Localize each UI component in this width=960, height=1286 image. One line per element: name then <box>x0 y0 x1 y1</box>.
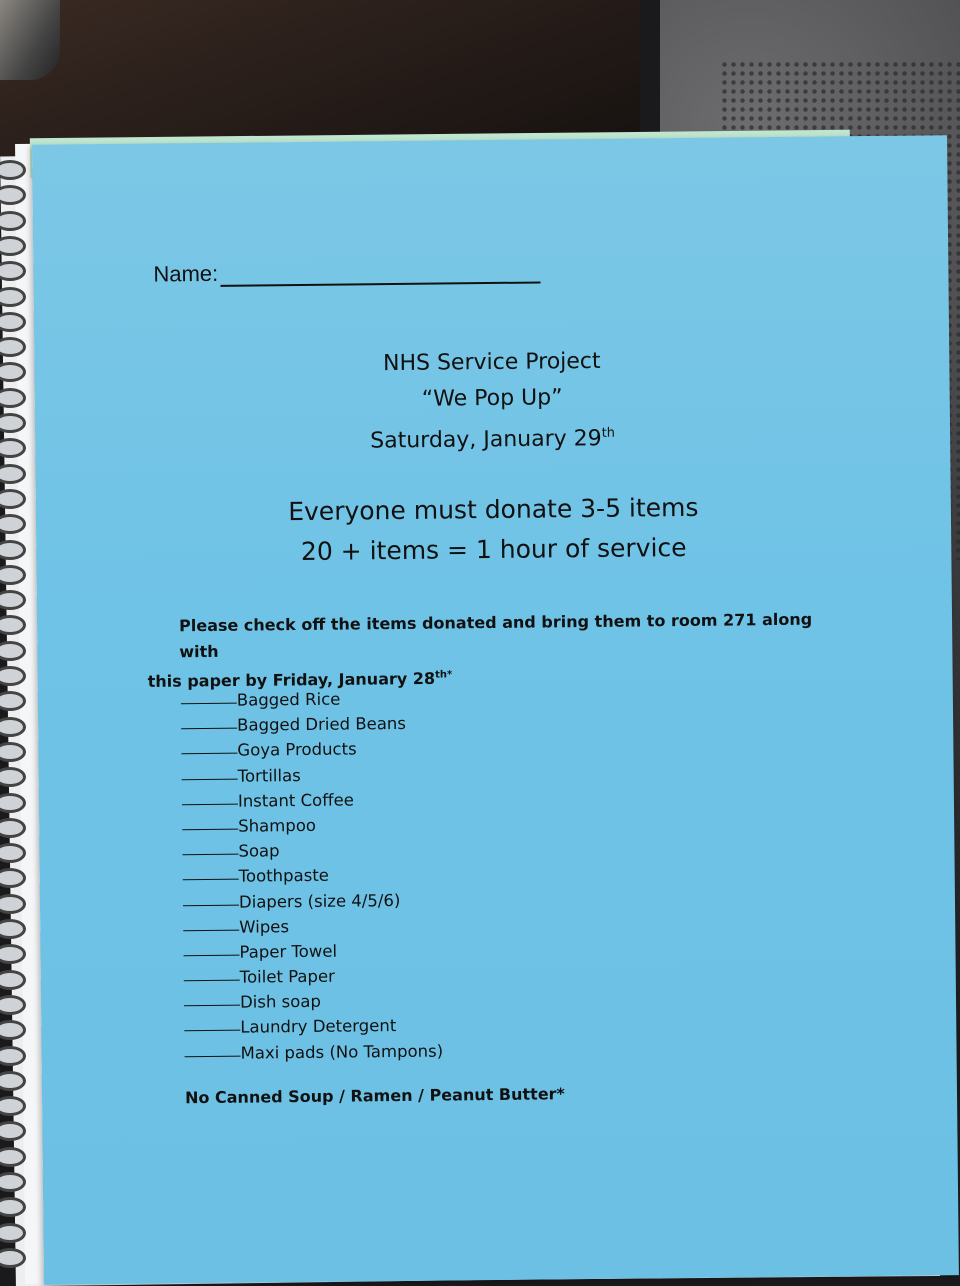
checklist-item <box>182 761 441 789</box>
instructions-suffix: th* <box>434 669 453 681</box>
event-date-text: Saturday, January 29 <box>370 426 602 454</box>
checklist-item-label: Toilet Paper <box>239 966 335 987</box>
checklist-item <box>183 887 442 915</box>
project-title: NHS Service Project <box>382 348 601 377</box>
instructions-line-2-text: this paper by Friday, January 28 <box>147 668 436 691</box>
spiral-coil <box>0 236 26 256</box>
donation-flyer <box>32 135 959 1285</box>
spiral-coil <box>0 742 26 762</box>
spiral-coil <box>0 261 26 281</box>
checklist-item <box>183 937 442 965</box>
checklist-item <box>183 862 442 890</box>
spiral-coil <box>0 666 26 686</box>
event-date <box>35 412 950 463</box>
instructions <box>147 606 828 694</box>
checklist-item-label: Goya Products <box>237 739 357 761</box>
spiral-coil <box>0 615 26 635</box>
checkbox-blank-line[interactable] <box>182 803 238 805</box>
spiral-coil <box>0 1020 26 1040</box>
spiral-coil <box>0 312 26 332</box>
spiral-coil <box>0 514 26 534</box>
spiral-coil <box>0 1046 26 1066</box>
checklist-item <box>184 963 443 991</box>
checkbox-blank-line[interactable] <box>183 904 239 906</box>
spiral-coil <box>0 843 26 863</box>
checklist-item-label: Tortillas <box>237 765 301 786</box>
checklist-item <box>184 1013 443 1041</box>
checkbox-blank-line[interactable] <box>185 1055 241 1057</box>
spiral-coil <box>0 489 26 509</box>
spiral-coil <box>0 641 26 661</box>
checklist-item-label: Laundry Detergent <box>240 1016 397 1038</box>
spiral-coil <box>0 287 26 307</box>
checkbox-blank-line[interactable] <box>182 829 238 831</box>
checklist-item-label: Wipes <box>239 916 290 937</box>
spiral-coil <box>0 944 26 964</box>
checklist-item <box>181 711 440 739</box>
checklist-item <box>182 837 441 865</box>
spiral-coil <box>0 185 26 205</box>
event-date-suffix: th <box>601 425 616 441</box>
spiral-coil <box>0 540 26 560</box>
console-trim <box>0 0 60 80</box>
spiral-coil <box>0 438 26 458</box>
checklist-item <box>181 736 440 764</box>
instructions-line-1: Please check off the items donated and bring them to room 271 along with <box>178 609 813 662</box>
checklist-item-label: Maxi pads (No Tampons) <box>240 1041 444 1063</box>
checkbox-blank-line[interactable] <box>183 879 239 881</box>
donation-checklist <box>181 686 444 1066</box>
checkbox-blank-line[interactable] <box>181 703 237 705</box>
spiral-coil <box>0 1248 26 1268</box>
spiral-coil <box>0 362 26 382</box>
spiral-coil <box>0 565 26 585</box>
spiral-coil <box>0 1197 26 1217</box>
checklist-item-label: Instant Coffee <box>237 790 354 811</box>
checklist-item <box>182 786 441 814</box>
spiral-coil <box>0 1096 26 1116</box>
spiral-coil <box>0 1071 26 1091</box>
name-field-row <box>153 257 540 287</box>
spiral-coil <box>0 413 26 433</box>
spiral-coil <box>0 1147 26 1167</box>
requirement-service: 20 + items = 1 hour of service <box>300 532 687 566</box>
checkbox-blank-line[interactable] <box>184 1005 240 1007</box>
spiral-coil <box>0 868 26 888</box>
project-subtitle: “We Pop Up” <box>421 385 563 412</box>
checkbox-blank-line[interactable] <box>181 753 237 755</box>
checklist-item-label: Shampoo <box>238 815 317 836</box>
spiral-coil <box>0 388 26 408</box>
spiral-coil <box>0 337 26 357</box>
spiral-coil <box>0 1121 26 1141</box>
exclusion-note: No Canned Soup / Ramen / Peanut Butter* <box>184 1084 565 1108</box>
checklist-item-label: Dish soap <box>239 992 321 1012</box>
spiral-coil <box>0 1172 26 1192</box>
checkbox-blank-line[interactable] <box>183 929 239 931</box>
requirement-donate: Everyone must donate 3-5 items <box>288 492 699 527</box>
spiral-coil <box>0 691 26 711</box>
checkbox-blank-line[interactable] <box>184 980 240 982</box>
spiral-coil <box>0 717 26 737</box>
spiral-coil <box>0 995 26 1015</box>
checklist-item <box>184 988 443 1016</box>
spiral-coil <box>0 818 26 838</box>
spiral-coil <box>0 590 26 610</box>
checklist-item <box>184 1038 443 1066</box>
checklist-item-label: Diapers (size 4/5/6) <box>238 890 401 912</box>
checklist-item <box>182 811 441 839</box>
spiral-coil <box>0 464 26 484</box>
checklist-item-label: Paper Towel <box>239 941 338 962</box>
spiral-coil <box>0 160 26 180</box>
spiral-coil <box>0 211 26 231</box>
spiral-coil <box>0 793 26 813</box>
checkbox-blank-line[interactable] <box>184 1030 240 1032</box>
spiral-coil <box>0 1223 26 1243</box>
checkbox-blank-line[interactable] <box>181 728 237 730</box>
checklist-item-label: Bagged Dried Beans <box>237 714 407 735</box>
spiral-binding <box>0 160 26 1280</box>
checklist-item <box>181 686 440 714</box>
checkbox-blank-line[interactable] <box>182 778 238 780</box>
spiral-coil <box>0 919 26 939</box>
checklist-item-label: Soap <box>238 841 280 861</box>
name-blank-line <box>220 281 540 286</box>
checkbox-blank-line[interactable] <box>184 955 240 957</box>
spiral-coil <box>0 767 26 787</box>
spiral-coil <box>0 894 26 914</box>
spiral-coil <box>0 970 26 990</box>
name-label: Name: <box>153 260 219 287</box>
checkbox-blank-line[interactable] <box>182 854 238 856</box>
checklist-item-label: Bagged Rice <box>236 689 341 710</box>
checklist-item-label: Toothpaste <box>238 866 329 886</box>
checklist-item <box>183 912 442 940</box>
